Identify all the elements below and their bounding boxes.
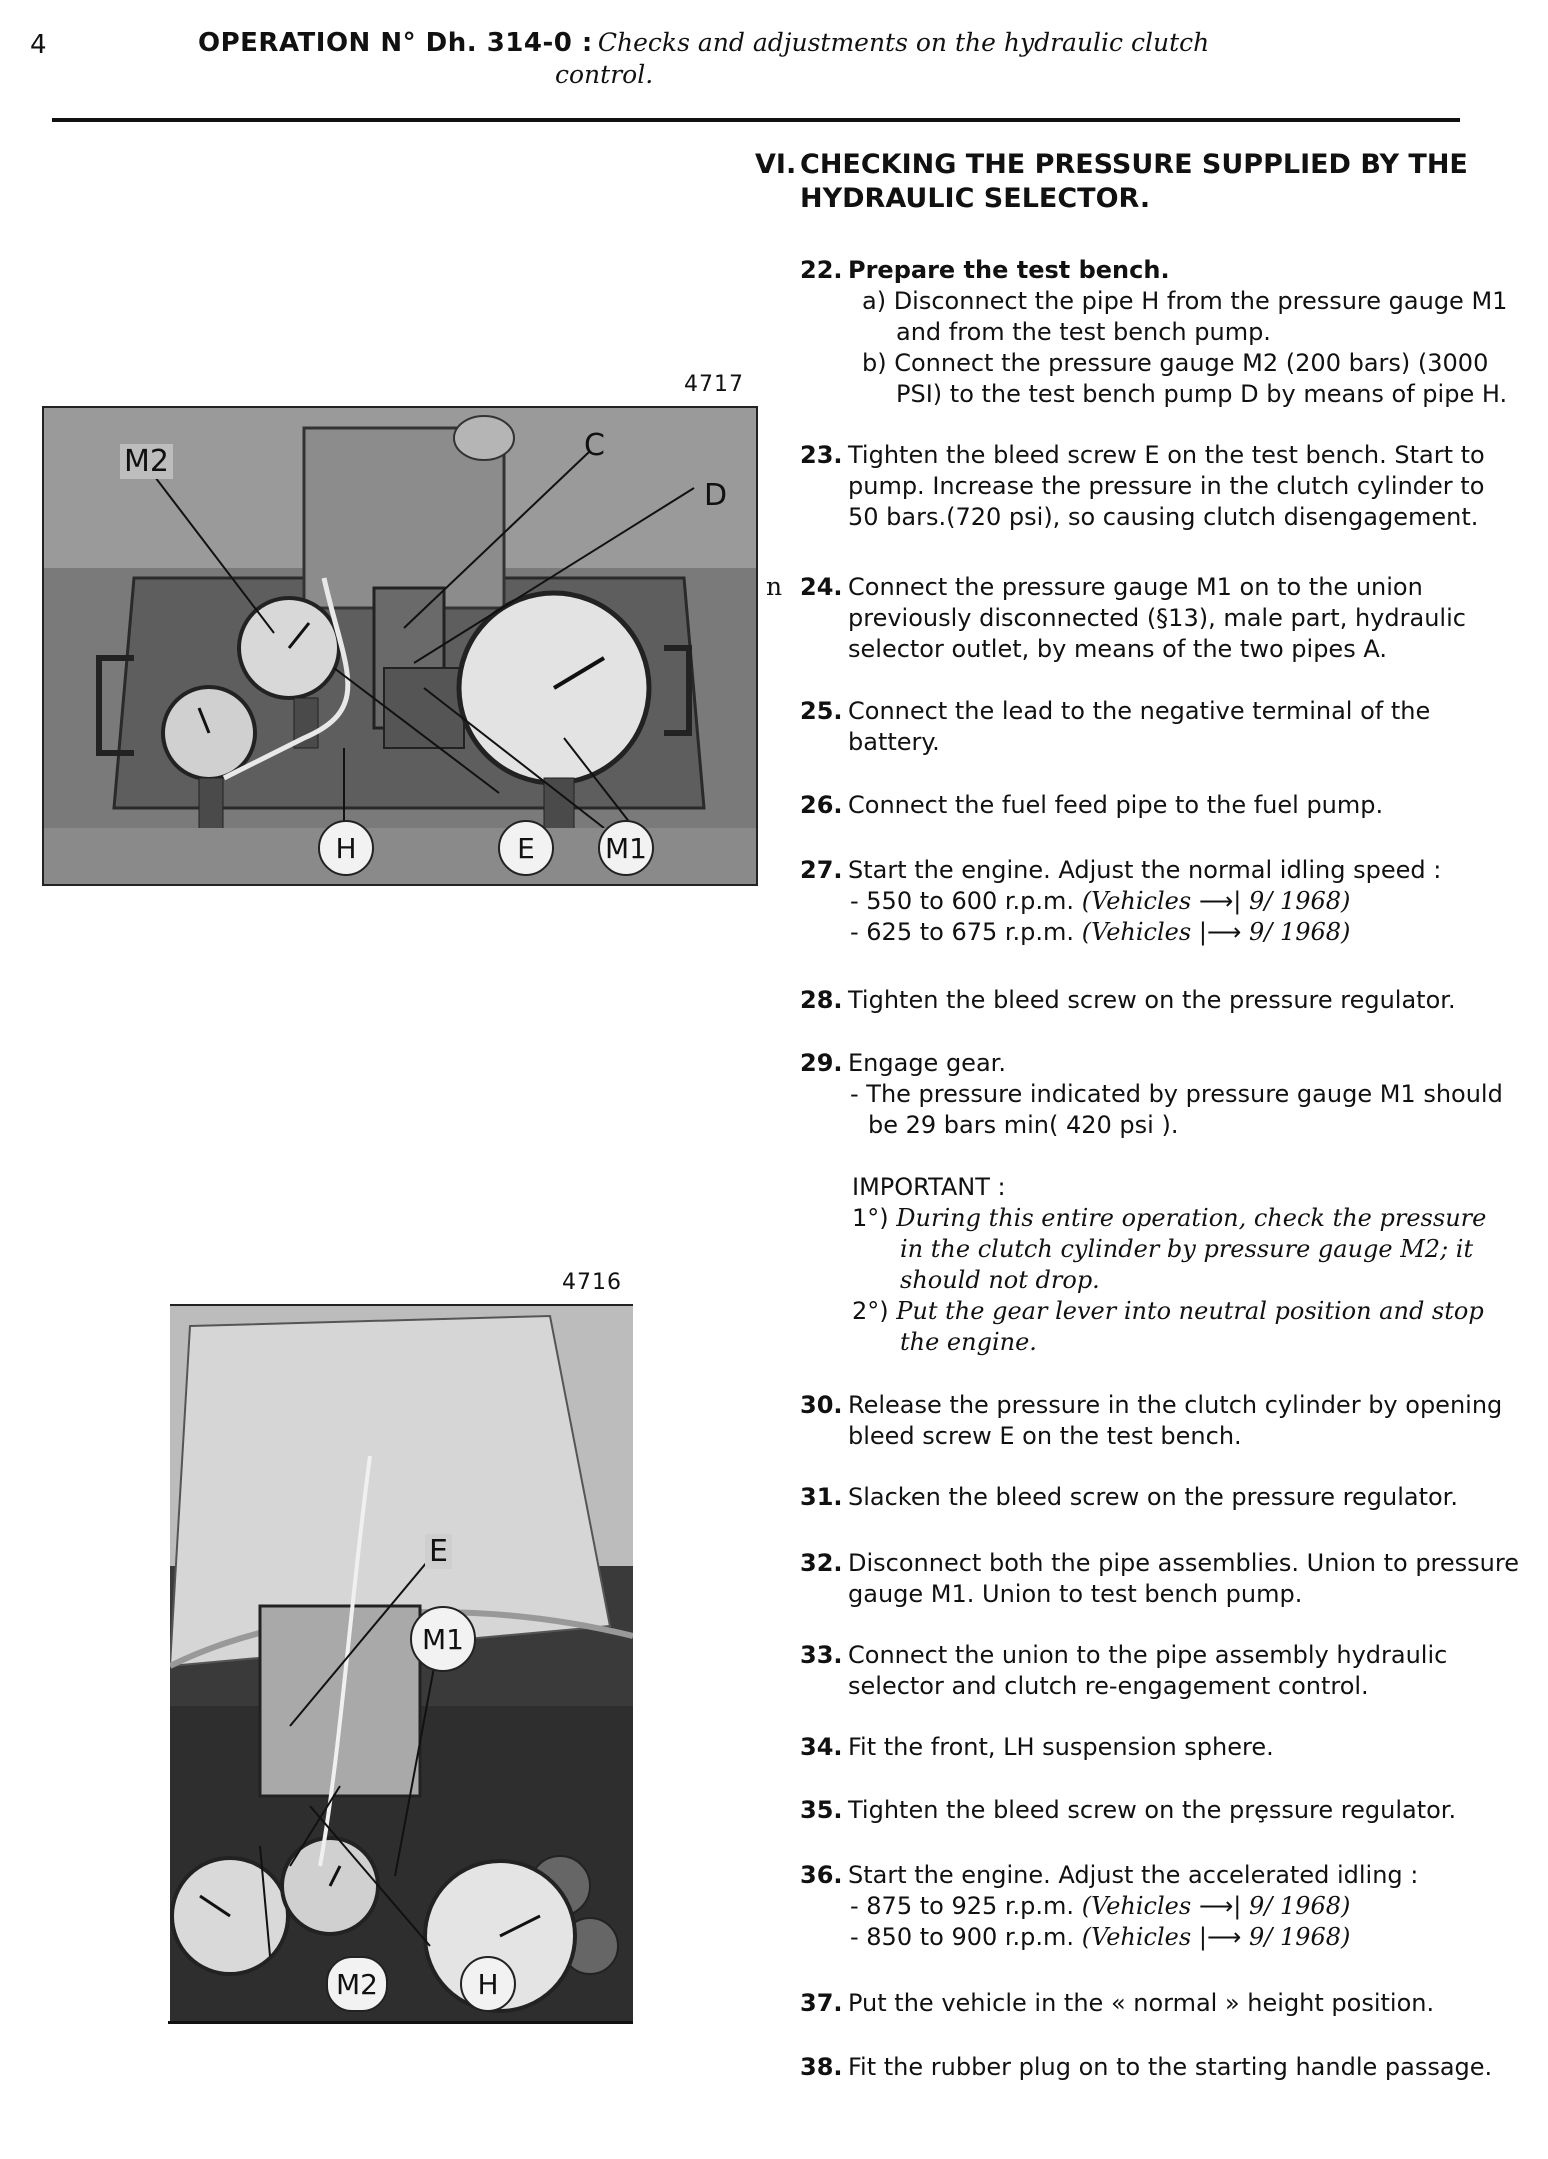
step-22-b: b) Connect the pressure gauge M2 (200 bars) (3000 PSI) to the test bench pump D by means of pipe H. [862,349,1508,408]
label-m1-bottom: M1 [410,1606,476,1672]
date-label: 9/ 1968) [1248,887,1351,915]
figure-number-bottom: 4716 [562,1270,622,1295]
step-text: Start the engine. Adjust the accelerated idling : [848,1861,1419,1889]
point-number: 2°) [852,1297,889,1325]
vehicles-label: (Vehicles [1081,1923,1192,1951]
engine-compartment-photo [170,1304,633,2023]
step-text: Engage gear. [848,1049,1006,1077]
operation-number: OPERATION N° Dh. 314-0 : [198,28,593,58]
section-heading [755,148,1515,216]
rpm-range: - 550 to 600 r.p.m. [850,887,1075,915]
section-number: VI. [755,149,797,180]
step-number: 36. [800,1861,843,1889]
accel-idle-line-2 [800,1922,1520,1953]
margin-mark: n [766,572,783,601]
step-31 [800,1482,1520,1513]
idle-speed-line-1 [800,886,1520,917]
accel-idle-line-1 [800,1891,1520,1922]
step-text: Slacken the bleed screw on the pressure regulator. [848,1483,1458,1511]
step-text: Disconnect both the pipe assemblies. Union to pressure gauge M1. Union to test bench pump. [848,1549,1519,1608]
step-number: 25. [800,697,843,725]
step-text: Connect the lead to the negative terminal of the battery. [848,697,1431,756]
label-e-bottom: E [425,1534,452,1569]
date-label: 9/ 1968) [1248,918,1351,946]
step-25 [800,696,1520,758]
step-36 [800,1860,1520,1953]
step-text: Connect the fuel feed pipe to the fuel pump. [848,791,1384,819]
important-point-2 [852,1296,1512,1358]
page-number: 4 [30,30,47,60]
before-arrow-icon: ⟶| [1198,887,1242,915]
step-number: 34. [800,1733,843,1761]
step-number: 32. [800,1549,843,1577]
step-number: 22. [800,256,843,284]
photo-bottom-rule [168,2021,633,2024]
label-e: E [498,820,554,876]
step-number: 29. [800,1049,843,1077]
date-label: 9/ 1968) [1248,1923,1351,1951]
step-text: Connect the pressure gauge M1 on to the union previously disconnected (§13), male part, hydraulic selector outlet, by means of the two pipes A. [848,573,1466,663]
figure-number-top: 4717 [684,372,744,397]
step-number: 24. [800,573,843,601]
step-27 [800,855,1520,948]
section-title-line1: CHECKING THE PRESSURE SUPPLIED BY THE [800,149,1468,180]
rpm-range: - 625 to 675 r.p.m. [850,918,1075,946]
before-arrow-icon: ⟶| [1198,1892,1242,1920]
step-29 [800,1048,1520,1141]
page-header [198,28,1298,58]
step-text: Start the engine. Adjust the normal idling speed : [848,856,1442,884]
label-m2-bottom: M2 [326,1956,388,2012]
operation-description-cont: control. [555,60,654,89]
step-22-a: a) Disconnect the pipe H from the pressure gauge M1 and from the test bench pump. [862,287,1508,346]
step-22 [800,255,1520,410]
step-30 [800,1390,1520,1452]
step-37 [800,1988,1520,2019]
label-m2: M2 [120,444,173,479]
important-note [852,1172,1512,1358]
step-number: 27. [800,856,843,884]
important-point-1 [852,1203,1512,1296]
idle-speed-line-2 [800,917,1520,948]
step-32 [800,1548,1520,1610]
vehicles-label: (Vehicles [1081,1892,1192,1920]
step-34 [800,1732,1520,1763]
date-label: 9/ 1968) [1248,1892,1351,1920]
step-35 [800,1795,1520,1826]
step-number: 30. [800,1391,843,1419]
after-arrow-icon: |⟶ [1198,918,1242,946]
after-arrow-icon: |⟶ [1198,1923,1242,1951]
step-33 [800,1640,1520,1702]
rpm-range: - 875 to 925 r.p.m. [850,1892,1075,1920]
step-text: Connect the union to the pipe assembly hydraulic selector and clutch re-engagement control. [848,1641,1448,1700]
pressure-note: - The pressure indicated by pressure gauge M1 should be 29 bars min( 420 psi ). [850,1080,1503,1139]
step-number: 26. [800,791,843,819]
vehicles-label: (Vehicles [1081,918,1192,946]
step-number: 38. [800,2053,843,2081]
step-text: Fit the rubber plug on to the starting handle passage. [848,2053,1493,2081]
step-number: 23. [800,441,843,469]
step-23 [800,440,1520,533]
step-number: 33. [800,1641,843,1669]
step-number: 35. [800,1796,843,1824]
step-26 [800,790,1520,821]
step-title: Prepare the test bench. [848,256,1170,284]
step-number: 28. [800,986,843,1014]
label-h-bottom: H [460,1956,516,2012]
point-text: Put the gear lever into neutral position and stop the engine. [896,1297,1484,1356]
point-number: 1°) [852,1204,889,1232]
step-text: Release the pressure in the clutch cylinder by opening bleed screw E on the test bench. [848,1391,1503,1450]
rpm-range: - 850 to 900 r.p.m. [850,1923,1075,1951]
point-text: During this entire operation, check the pressure in the clutch cylinder by pressure gauge M2; it should not drop. [896,1204,1487,1294]
section-title-line2: HYDRAULIC SELECTOR. [800,183,1151,214]
important-title: IMPORTANT : [852,1173,1006,1201]
label-h: H [318,820,374,876]
test-bench-photo [42,406,758,886]
step-text: Tighten the bleed screw E on the test bench. Start to pump. Increase the pressure in the clutch cylinder to 50 bars.(720 psi), so causing clutch disengagement. [848,441,1485,531]
step-28 [800,985,1520,1016]
step-number: 31. [800,1483,843,1511]
header-divider [52,118,1460,122]
step-text: Tighten the bleed screw on the prȩssure regulator. [848,1796,1457,1824]
label-c: C [584,428,605,463]
step-text: Tighten the bleed screw on the pressure regulator. [848,986,1456,1014]
test-bench-illustration [44,408,756,884]
step-24 [800,572,1520,665]
step-38 [800,2052,1520,2083]
step-number: 37. [800,1989,843,2017]
label-d: D [704,478,728,513]
operation-description: Checks and adjustments on the hydraulic clutch [597,28,1210,57]
vehicles-label: (Vehicles [1081,887,1192,915]
step-text: Fit the front, LH suspension sphere. [848,1733,1274,1761]
label-m1: M1 [598,820,654,876]
step-text: Put the vehicle in the « normal » height position. [848,1989,1435,2017]
engine-compartment-illustration [170,1306,633,2023]
